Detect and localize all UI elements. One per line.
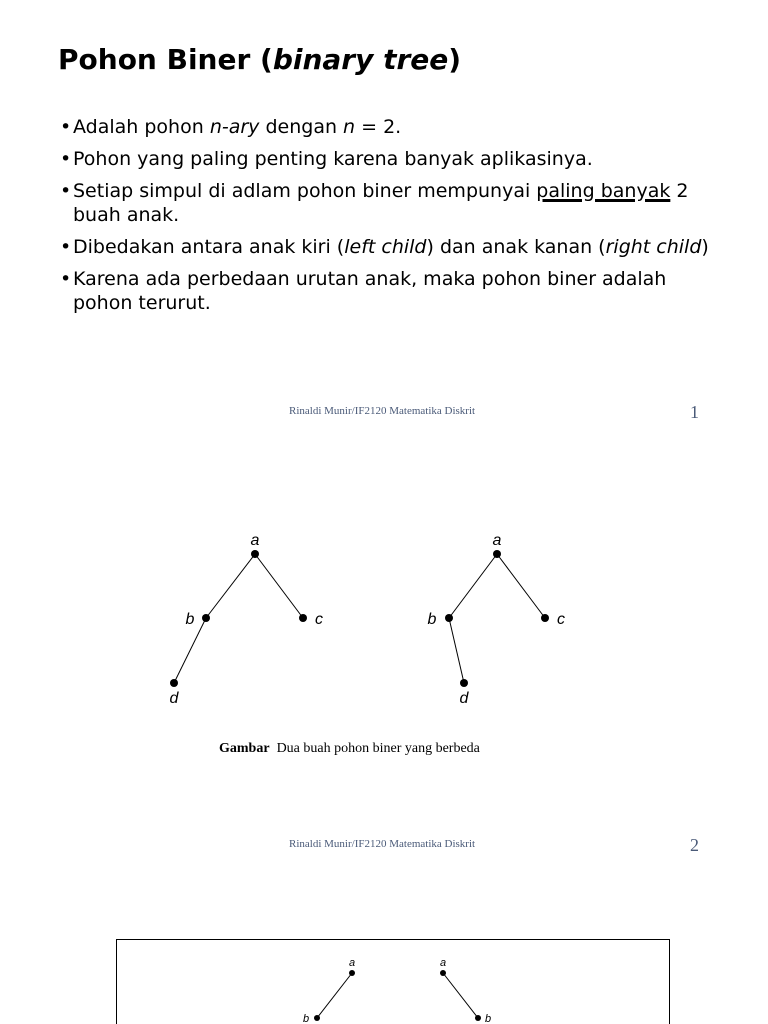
- tree-1: [170, 532, 323, 707]
- edge-a-b: [449, 554, 497, 618]
- node-b: [202, 614, 210, 622]
- skewed-trees-diagram: [0, 950, 768, 1024]
- bullet-italic: n: [343, 116, 356, 138]
- binary-trees-diagram: [0, 520, 768, 720]
- node-label-b: b: [484, 1013, 492, 1024]
- node-b: [445, 614, 453, 622]
- slide1-page-number: 1: [690, 402, 699, 422]
- node-d: [460, 679, 468, 687]
- bullet-text: Adalah pohon: [73, 116, 210, 138]
- node-label-d: d: [169, 690, 179, 707]
- bullet-text: Dibedakan antara anak kiri (: [73, 236, 345, 258]
- bullet-italic: left child: [344, 236, 427, 258]
- node-a: [251, 550, 259, 558]
- bullet-dot: •: [60, 180, 72, 202]
- left-skewed-tree: [303, 957, 355, 1024]
- caption-text: Dua buah pohon biner yang berbeda: [269, 741, 480, 756]
- node-a: [349, 970, 355, 976]
- bullet-text: dengan: [259, 116, 344, 138]
- caption-label: Gambar: [219, 741, 270, 756]
- title-prefix: Pohon Biner (: [58, 43, 273, 76]
- bullet-list: [60, 115, 720, 323]
- edge-a-b: [317, 973, 352, 1018]
- node-c: [299, 614, 307, 622]
- node-label-a: a: [439, 957, 447, 969]
- slide2-page-number: 2: [690, 835, 699, 855]
- node-label-c: c: [557, 611, 565, 628]
- title-italic: binary tree: [272, 43, 449, 76]
- bullet-text: = 2.: [355, 116, 402, 138]
- node-label-a: a: [250, 532, 260, 549]
- slide2-footer: Rinaldi Munir/IF2120 Matematika Diskrit: [289, 838, 476, 850]
- bullet-item: [60, 235, 720, 259]
- node-c: [541, 614, 549, 622]
- bullet-item: [60, 147, 720, 171]
- node-a: [493, 550, 501, 558]
- tree-2: [428, 532, 565, 707]
- edge-a-b: [443, 973, 478, 1018]
- bullet-italic: right child: [605, 236, 702, 258]
- edge-a-c: [255, 554, 303, 618]
- bullet-dot: •: [60, 236, 72, 258]
- edge-a-b: [206, 554, 255, 618]
- node-d: [170, 679, 178, 687]
- bullet-item: [60, 115, 720, 139]
- edge-b-d: [449, 618, 464, 683]
- node-label-d: d: [459, 690, 469, 707]
- node-label-c: c: [315, 611, 323, 628]
- node-b: [314, 1015, 320, 1021]
- bullet-dot: •: [60, 148, 72, 170]
- bullet-text: Pohon yang paling penting karena banyak aplikasinya.: [73, 148, 593, 170]
- bullet-item: [60, 267, 720, 315]
- bullet-text: Setiap simpul di adlam pohon biner mempunyai: [73, 180, 537, 202]
- bullet-text: ): [701, 236, 709, 258]
- bullet-item: [60, 179, 720, 227]
- bullet-dot: •: [60, 268, 72, 290]
- bullet-italic: n-ary: [209, 116, 260, 138]
- figure-caption: [219, 741, 480, 757]
- right-skewed-tree: [440, 957, 491, 1024]
- node-a: [440, 970, 446, 976]
- node-label-b: b: [427, 611, 437, 628]
- edge-a-c: [497, 554, 545, 618]
- bullet-text: 2 buah anak.: [73, 180, 689, 226]
- node-label-b: b: [302, 1013, 310, 1024]
- node-label-b: b: [185, 611, 195, 628]
- page-title: [58, 43, 461, 76]
- bullet-dot: •: [60, 116, 72, 138]
- node-label-a: a: [348, 957, 356, 969]
- slide1-footer: Rinaldi Munir/IF2120 Matematika Diskrit: [289, 405, 476, 417]
- node-label-a: a: [492, 532, 502, 549]
- bullet-text: Karena ada perbedaan urutan anak, maka pohon biner adalah pohon terurut.: [73, 268, 667, 314]
- bullet-underlined: paling banyak: [536, 180, 671, 202]
- bullet-text: ) dan anak kanan (: [426, 236, 606, 258]
- title-suffix: ): [448, 43, 462, 76]
- node-b: [475, 1015, 481, 1021]
